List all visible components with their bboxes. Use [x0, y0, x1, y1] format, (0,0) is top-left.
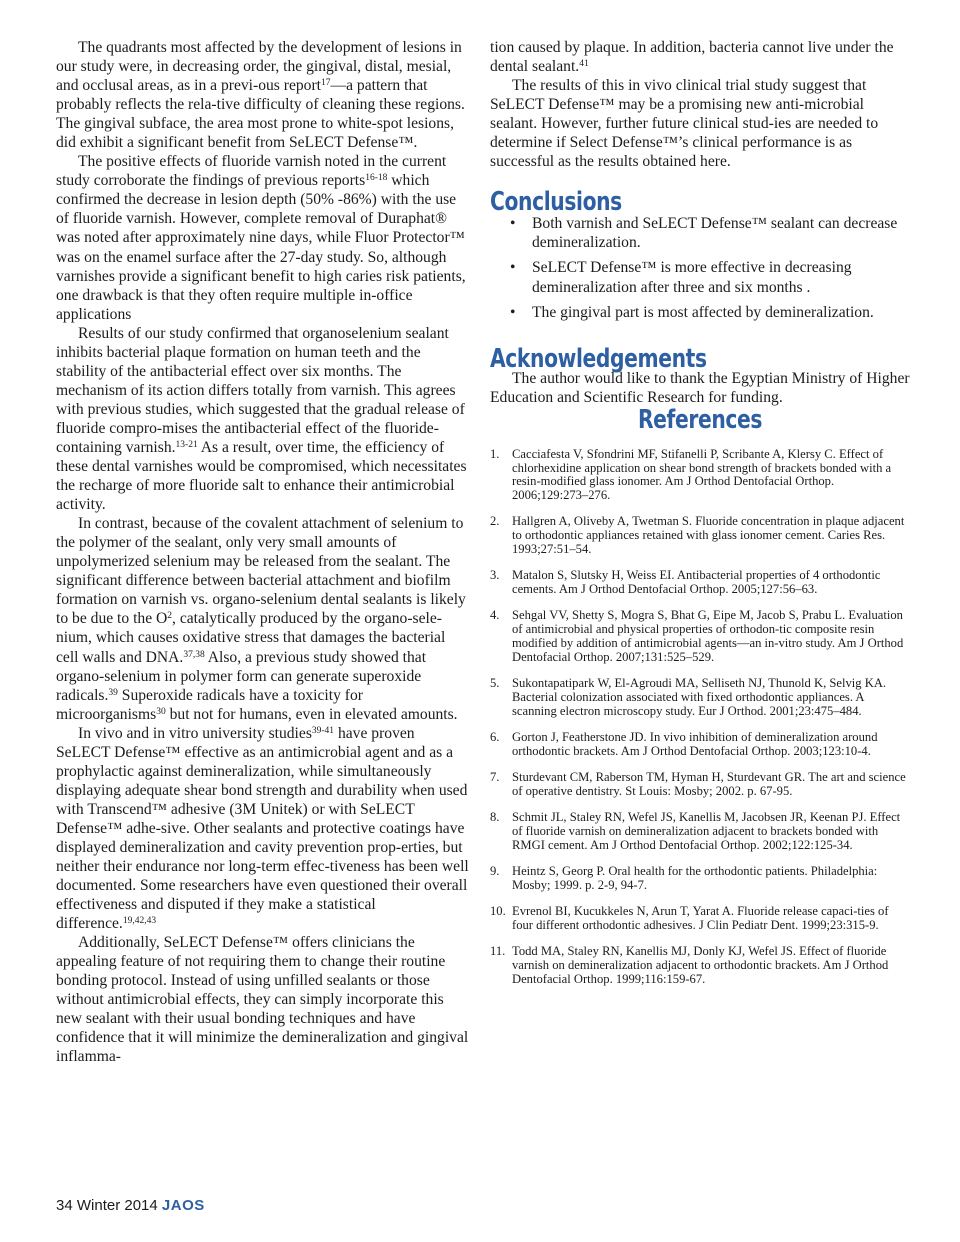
- conclusion-item: [510, 303, 910, 322]
- reference-item: [490, 865, 910, 893]
- acknowledgements-heading: Acknowledgements: [490, 343, 707, 374]
- body-paragraph: [56, 38, 470, 152]
- conclusions-heading: Conclusions: [490, 187, 622, 218]
- issue-label: Winter 2014: [76, 1197, 158, 1214]
- reference-item: [490, 771, 910, 799]
- text-run: Additionally, SeLECT Defense™ offers clinicians the appealing feature of not requiring them to change their routine bonding protocol. Instead of using unfilled sealants or those without antimicrobial effects, they can simply incorporate this new sealant with their usual bonding techniques and have confidence that it will minimize the demineralization and gingival inflamma-: [56, 934, 469, 1066]
- text-run: have proven SeLECT Defense™ effective as an antimicrobial agent and as a prophylactic against demineralization, while simultaneously displaying adequate shear bond strength and durability when used with Transcend™ adhesive (3M Unitek) or with SeLECT Defense™ adhe-sive. Other sealants and protective coatings have displayed demineralization and cavity prevention prop-erties, but neither their endurance nor long-term effec-tiveness has been well documented. Some researchers have even questioned their overall effectiveness and disputed if they make a statistical difference.: [56, 724, 469, 933]
- citation-superscript: 17: [321, 78, 331, 89]
- reference-number: 6.: [490, 730, 500, 745]
- reference-number: 2.: [490, 514, 500, 529]
- reference-item: [490, 677, 910, 718]
- body-paragraph: [490, 76, 910, 171]
- reference-number: 10.: [490, 904, 506, 919]
- text-run: In vivo and in vitro university studies: [78, 724, 312, 742]
- reference-number: 9.: [490, 864, 500, 879]
- text-run: The results of this in vivo clinical trial study suggest that SeLECT Defense™ may be a promising new anti-microbial sealant. However, further future clinical stud-ies are needed to determine if Select Defense™’s clinical performance is as successful as the results obtained here.: [490, 77, 879, 171]
- text-run: The quadrants most affected by the development of lesions in our study were, in decreasing order, the gingival, distal, mesial, and occlusal areas, as in a previ-ous report: [56, 39, 462, 95]
- reference-number: 4.: [490, 608, 500, 623]
- citation-superscript: 16-18: [365, 173, 388, 184]
- reference-text: Sturdevant CM, Raberson TM, Hyman H, Sturdevant GR. The art and science of operative dentistry. St Louis: Mosby; 2002. p. 67-95.: [512, 770, 906, 798]
- reference-text: Matalon S, Slutsky H, Weiss EI. Antibacterial properties of 4 orthodontic cements. Am J Orthod Dentofacial Orthop. 2005;127:56–63.: [512, 568, 881, 597]
- bullet-icon: •: [510, 303, 516, 321]
- body-paragraph: [56, 933, 470, 1066]
- reference-item: [490, 448, 910, 503]
- citation-superscript: 19,42,43: [122, 916, 157, 927]
- journal-name: JAOS: [161, 1197, 205, 1214]
- reference-number: 11.: [490, 944, 506, 959]
- citation-superscript: 37,38: [183, 649, 205, 660]
- text-run: Superoxide radicals have a toxicity for microorganisms: [56, 686, 363, 723]
- conclusion-item: [510, 214, 910, 252]
- right-intro: [490, 38, 910, 171]
- body-paragraph: [56, 152, 470, 323]
- reference-number: 8.: [490, 810, 500, 825]
- reference-item: [490, 811, 910, 852]
- reference-number: 1.: [490, 446, 500, 461]
- reference-text: Cacciafesta V, Sfondrini MF, Stifanelli P, Scribante A, Klersy C. Effect of chlorhexidine application on shear bond strength of brackets bonded with a resin-modified glass ionomer. Am J Orthod Dentofacial Orthop. 2006;129:273–276.: [512, 446, 892, 503]
- reference-number: 7.: [490, 770, 500, 785]
- bullet-icon: •: [510, 215, 516, 233]
- conclusion-text: Both varnish and SeLECT Defense™ sealant can decrease demineralization.: [532, 215, 898, 252]
- body-paragraph: [56, 324, 470, 514]
- page-number: 34: [56, 1197, 73, 1214]
- text-run: —a pattern that probably reflects the rela-tive difficulty of cleaning these regions. The gingival subface, the area most prone to white-spot lesions, did exhibit a significant benefit from SeLECT Defense™.: [56, 77, 465, 152]
- reference-number: 3.: [490, 568, 500, 583]
- reference-item: [490, 905, 910, 933]
- conclusion-text: SeLECT Defense™ is more effective in decreasing demineralization after three and six months .: [532, 259, 852, 296]
- reference-text: Gorton J, Featherstone JD. In vivo inhibition of demineralization around orthodontic brackets. Am J Orthod Dentofacial Orthop. 2003;123:10-4.: [512, 730, 878, 758]
- text-run: In contrast, because of the covalent attachment of selenium to the polymer of the sealant, only very small amounts of unpolymerized selenium may be released from the sealant. The significant difference between bacterial attachment and biofilm formation on varnish vs. organo-selenium dental sealants is likely to be due to the O: [56, 515, 466, 628]
- references-list: [490, 448, 910, 987]
- citation-superscript: 39: [108, 687, 118, 698]
- reference-item: [490, 731, 910, 759]
- references-heading: References: [637, 404, 763, 435]
- reference-number: 5.: [490, 676, 500, 691]
- text-run: Results of our study confirmed that organoselenium sealant inhibits bacterial plaque formation on human teeth and the stability of the antibacterial effect over six months. The mechanism of its action differs totally from varnish. This agrees with previous studies, which suggested that the gradual release of fluoride compro-mises the antibacterial effect of the fluoride-containing varnish.: [56, 324, 465, 456]
- reference-text: Evrenol BI, Kucukkeles N, Arun T, Yarat A. Fluoride release capaci-ties of four different orthodontic adhesives. J Clin Pediatr Dent. 1999;23:315-9.: [512, 904, 889, 933]
- conclusion-item: [510, 258, 910, 296]
- reference-item: [490, 569, 910, 597]
- citation-superscript: 2: [167, 611, 173, 622]
- body-paragraph: [56, 724, 470, 934]
- citation-superscript: 13-21: [175, 439, 198, 450]
- reference-text: Heintz S, Georg P. Oral health for the orthodontic patients. Philadelphia: Mosby; 1999. p. 2-9, 94-7.: [512, 864, 878, 892]
- reference-item: [490, 515, 910, 556]
- text-run: tion caused by plaque. In addition, bacteria cannot live under the dental sealant.: [490, 39, 894, 76]
- left-column: [56, 38, 470, 1067]
- citation-superscript: 30: [156, 706, 166, 717]
- conclusions-list: [510, 214, 910, 321]
- reference-item: [490, 609, 910, 664]
- citation-superscript: 41: [579, 59, 589, 70]
- text-run: Also, a previous study showed that organo-selenium in polymer form can generate superoxide radicals.: [56, 648, 427, 704]
- text-run: , catalytically produced by the organo-sele-nium, which causes oxidative stress that damages the bacterial cell walls and DNA.: [56, 610, 446, 666]
- text-run: which confirmed the decrease in lesion depth (50% -86%) with the use of fluoride varnish. However, complete removal of Duraphat® was noted after approximately nine days, while Fluor Protector™ was on the enamel surface after the 27-day study. So, although varnishes provide a significant benefit to high caries risk patients, one drawback is that they often require multiple in-office applications: [56, 172, 466, 323]
- citation-superscript: 39-41: [311, 725, 335, 736]
- acknowledgements-text: The author would like to thank the Egyptian Ministry of Higher Education and Scientific Research for funding.: [490, 369, 910, 406]
- body-paragraph: [490, 38, 910, 76]
- reference-text: Hallgren A, Oliveby A, Twetman S. Fluoride concentration in plaque adjacent to orthodontic appliances retained with glass ionomer cement. Caries Res. 1993;27:51–54.: [512, 514, 905, 557]
- text-run: The positive effects of fluoride varnish noted in the current study corroborate the findings of previous reports: [56, 153, 447, 190]
- reference-text: Sehgal VV, Shetty S, Mogra S, Bhat G, Eipe M, Jacob S, Prabu L. Evaluation of antimicrobial and physical properties of orthodon-tic composite resin modified by addition of antimicrobial agents—an in-vitro study. Am J Orthod Dentofacial Orthop. 2007;131:525–529.: [512, 608, 904, 664]
- body-paragraph: [56, 514, 470, 724]
- text-run: As a result, over time, the efficiency of these dental varnishes would be compromised, which necessitates the recharge of more fluoride salt to enhance their antimicrobial activity.: [56, 438, 467, 514]
- right-column: [490, 38, 910, 999]
- reference-text: Schmit JL, Staley RN, Wefel JS, Kanellis M, Jacobsen JR, Keenan PJ. Effect of fluoride varnish on demineralization adjacent to brackets bonded with RMGI cement. Am J Orthod Dentofacial Orthop. 2002;122:125-34.: [512, 810, 901, 852]
- text-run: but not for humans, even in elevated amounts.: [165, 705, 458, 723]
- reference-text: Sukontapatipark W, El-Agroudi MA, Selliseth NJ, Thunold K, Selvig KA. Bacterial colonization associated with fixed orthodontic appliances. A scanning electron microscopy study. Eur J Orthod. 2001;23:475–484.: [512, 676, 887, 718]
- conclusion-text: The gingival part is most affected by demineralization.: [532, 303, 874, 321]
- bullet-icon: •: [510, 259, 516, 277]
- reference-text: Todd MA, Staley RN, Kanellis MJ, Donly KJ, Wefel JS. Effect of fluoride varnish on demineralization adjacent to orthodontic brackets. Am J Orthod Dentofacial Orthop. 1999;116:159-67.: [512, 944, 889, 986]
- reference-item: [490, 945, 910, 986]
- page-footer: [56, 1197, 205, 1214]
